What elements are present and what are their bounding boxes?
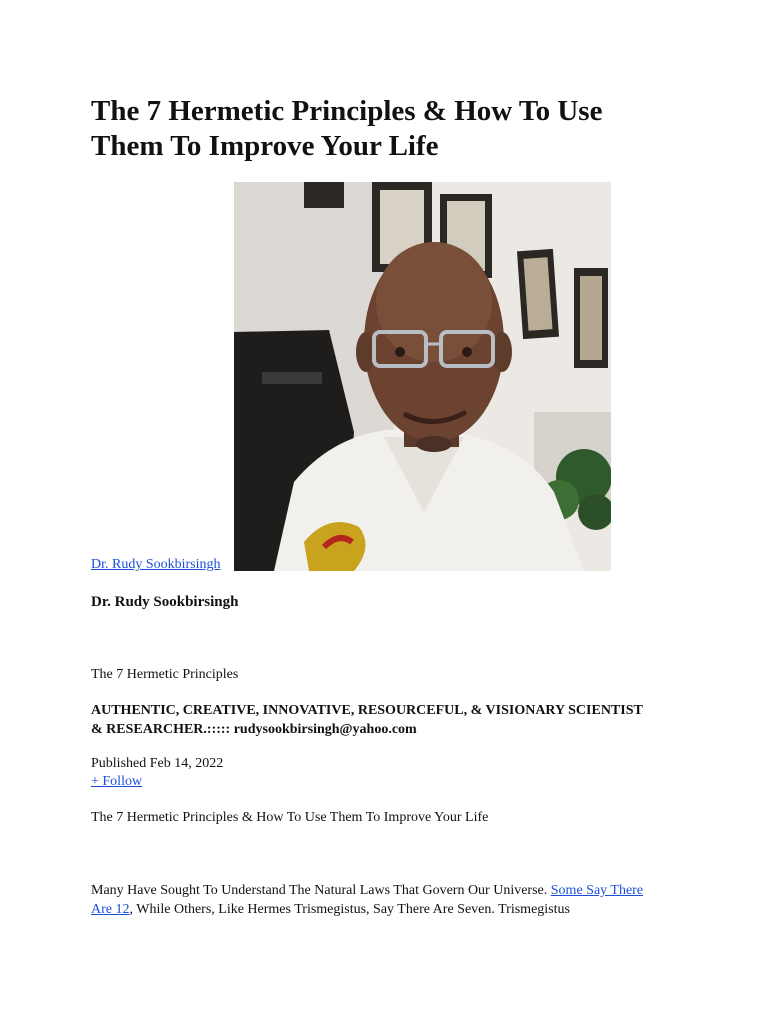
article-title: The 7 Hermetic Principles & How To Use Them To Improve Your Life — [91, 95, 603, 162]
article-title-repeat: The 7 Hermetic Principles & How To Use Them To Improve Your Life — [91, 810, 489, 825]
published-date: Published Feb 14, 2022 — [91, 756, 224, 771]
author-name: Dr. Rudy Sookbirsingh — [91, 594, 239, 610]
author-headline: AUTHENTIC, CREATIVE, INNOVATIVE, RESOURCEFUL, & VISIONARY SCIENTIST & RESEARCHER.::::: rudysookbirsingh@yahoo.com — [91, 703, 643, 737]
paragraph-text-after: , While Others, Like Hermes Trismegistus, Say There Are Seven. Trismegistus — [129, 902, 570, 917]
author-photo[interactable] — [234, 182, 611, 571]
author-block — [91, 182, 651, 572]
follow-link[interactable]: + Follow — [91, 774, 143, 789]
author-portrait-illustration — [234, 182, 611, 571]
paragraph-text-before: Many Have Sought To Understand The Natural Laws That Govern Our Universe. — [91, 883, 551, 898]
article-paragraph — [91, 881, 666, 919]
author-link[interactable]: Dr. Rudy Sookbirsingh — [91, 557, 221, 572]
paragraph-link[interactable]: Some Say There Are 12 — [91, 883, 644, 917]
article-subtitle: The 7 Hermetic Principles — [91, 667, 239, 682]
